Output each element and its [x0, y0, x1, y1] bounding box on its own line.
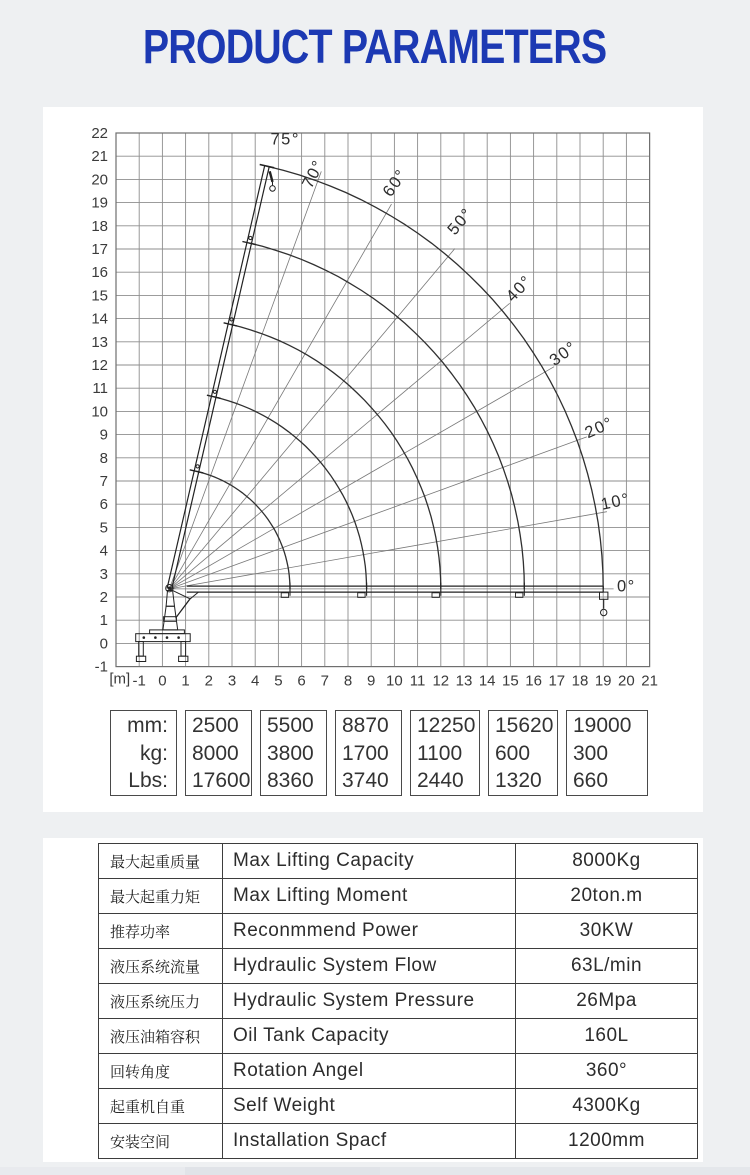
next-section-strip: [0, 1167, 750, 1175]
svg-text:8: 8: [99, 449, 108, 467]
axis-tick-labels: [91, 125, 658, 690]
svg-text:18: 18: [91, 217, 108, 235]
svg-text:13: 13: [455, 672, 473, 690]
svg-text:1: 1: [181, 672, 190, 690]
svg-text:12: 12: [91, 357, 108, 374]
svg-text:16: 16: [525, 672, 542, 690]
svg-text:4: 4: [251, 672, 260, 690]
svg-text:2: 2: [99, 589, 108, 606]
spec-row: [99, 1089, 698, 1124]
svg-text:20°: 20°: [582, 413, 617, 443]
spec-table: [98, 843, 698, 1159]
svg-text:12: 12: [432, 672, 450, 690]
spec-row: [99, 844, 698, 879]
svg-text:18: 18: [571, 672, 589, 690]
angle-rays: [169, 171, 613, 589]
boom-horizontal: [187, 583, 608, 616]
row-label-kg: kg:: [139, 741, 168, 765]
spec-value: 63L/min: [516, 949, 698, 984]
svg-text:17: 17: [548, 672, 566, 690]
working-range-chart: [43, 107, 703, 699]
load-column: 8870 1700 3740: [335, 710, 402, 796]
spec-row: [99, 1124, 698, 1159]
spec-value: 4300Kg: [516, 1089, 698, 1124]
spec-value: 160L: [516, 1019, 698, 1054]
spec-label-cn: 最大起重质量: [99, 844, 223, 879]
boom-raised: [167, 165, 275, 590]
load-column: 12250 1100 2440: [410, 710, 480, 796]
svg-text:6: 6: [297, 672, 306, 690]
spec-card: [43, 838, 703, 1162]
svg-text:11: 11: [92, 380, 108, 398]
spec-value: 26Mpa: [516, 984, 698, 1019]
spec-label-cn: 液压系统压力: [99, 984, 223, 1019]
svg-text:21: 21: [91, 148, 108, 166]
svg-text:16: 16: [91, 264, 108, 282]
svg-text:0: 0: [99, 635, 108, 653]
svg-text:9: 9: [367, 672, 376, 690]
svg-text:14: 14: [478, 672, 496, 690]
row-label-lbs: Lbs:: [128, 769, 168, 792]
angle-labels: [270, 130, 635, 595]
crane-illustration: [136, 585, 199, 662]
spec-label-en: Self Weight: [223, 1089, 516, 1124]
svg-text:[m]: [m]: [109, 670, 131, 688]
spec-value: 1200mm: [516, 1124, 698, 1159]
spec-label-cn: 推荐功率: [99, 914, 223, 949]
row-label-mm: mm:: [127, 714, 168, 737]
svg-text:21: 21: [641, 672, 658, 690]
svg-text:70°: 70°: [298, 156, 329, 192]
load-column: 2500 8000 17600: [185, 710, 252, 796]
svg-text:40°: 40°: [502, 271, 537, 306]
svg-text:17: 17: [91, 241, 108, 258]
spec-label-en: Rotation Angel: [223, 1054, 516, 1089]
spec-row: [99, 914, 698, 949]
svg-text:9: 9: [99, 426, 108, 444]
svg-text:22: 22: [91, 125, 108, 142]
spec-label-en: Reconmmend Power: [223, 914, 516, 949]
load-column: 19000 300 660: [566, 710, 648, 796]
spec-row: [99, 879, 698, 914]
load-capacity-table: [110, 710, 656, 796]
svg-text:-1: -1: [132, 672, 146, 690]
svg-text:15: 15: [91, 287, 108, 305]
svg-text:5: 5: [274, 672, 283, 690]
svg-text:4: 4: [99, 542, 108, 560]
spec-label-en: Hydraulic System Flow: [223, 949, 516, 984]
svg-text:11: 11: [409, 672, 426, 690]
load-column: 5500 3800 8360: [260, 710, 327, 796]
page-title: PRODUCT PARAMETERS: [143, 21, 607, 74]
spec-row: [99, 949, 698, 984]
spec-label-cn: 液压系统流量: [99, 949, 223, 984]
load-column: 15620 600 1320: [488, 710, 558, 796]
spec-row: [99, 1054, 698, 1089]
spec-value: 30KW: [516, 914, 698, 949]
svg-text:6: 6: [99, 496, 108, 514]
spec-label-cn: 回转角度: [99, 1054, 223, 1089]
svg-text:5: 5: [99, 519, 108, 537]
spec-label-en: Hydraulic System Pressure: [223, 984, 516, 1019]
svg-text:1: 1: [99, 612, 108, 630]
svg-text:60°: 60°: [379, 165, 412, 201]
spec-label-en: Max Lifting Moment: [223, 879, 516, 914]
svg-text:75°: 75°: [270, 130, 300, 149]
svg-text:10°: 10°: [599, 490, 632, 514]
svg-text:10: 10: [91, 403, 108, 421]
svg-text:50°: 50°: [444, 204, 477, 239]
svg-text:15: 15: [502, 672, 519, 690]
svg-text:19: 19: [91, 194, 108, 212]
svg-text:30°: 30°: [546, 337, 581, 370]
svg-text:13: 13: [91, 333, 108, 351]
spec-label-en: Oil Tank Capacity: [223, 1019, 516, 1054]
spec-row: [99, 1019, 698, 1054]
spec-label-cn: 起重机自重: [99, 1089, 223, 1124]
svg-text:2: 2: [204, 672, 213, 690]
spec-label-en: Max Lifting Capacity: [223, 844, 516, 879]
spec-value: 8000Kg: [516, 844, 698, 879]
svg-text:-1: -1: [94, 658, 108, 676]
working-range-card: [43, 107, 703, 812]
capacity-arcs: [197, 166, 604, 589]
svg-text:20: 20: [618, 672, 635, 690]
svg-text:10: 10: [386, 672, 403, 690]
svg-text:0°: 0°: [617, 577, 636, 596]
svg-text:19: 19: [594, 672, 612, 690]
svg-text:20: 20: [91, 171, 108, 189]
load-table-row-labels: [110, 710, 177, 796]
svg-text:0: 0: [158, 672, 167, 690]
svg-text:8: 8: [343, 672, 353, 690]
spec-row: [99, 984, 698, 1019]
svg-text:7: 7: [99, 473, 108, 490]
svg-text:7: 7: [320, 672, 329, 690]
spec-label-cn: 最大起重力矩: [99, 879, 223, 914]
spec-value: 20ton.m: [516, 879, 698, 914]
spec-label-cn: 安装空间: [99, 1124, 223, 1159]
spec-value: 360°: [516, 1054, 698, 1089]
spec-label-cn: 液压油箱容积: [99, 1019, 223, 1054]
svg-text:3: 3: [99, 565, 108, 583]
svg-text:3: 3: [227, 672, 237, 690]
spec-label-en: Installation Spacf: [223, 1124, 516, 1159]
svg-text:14: 14: [91, 310, 108, 328]
